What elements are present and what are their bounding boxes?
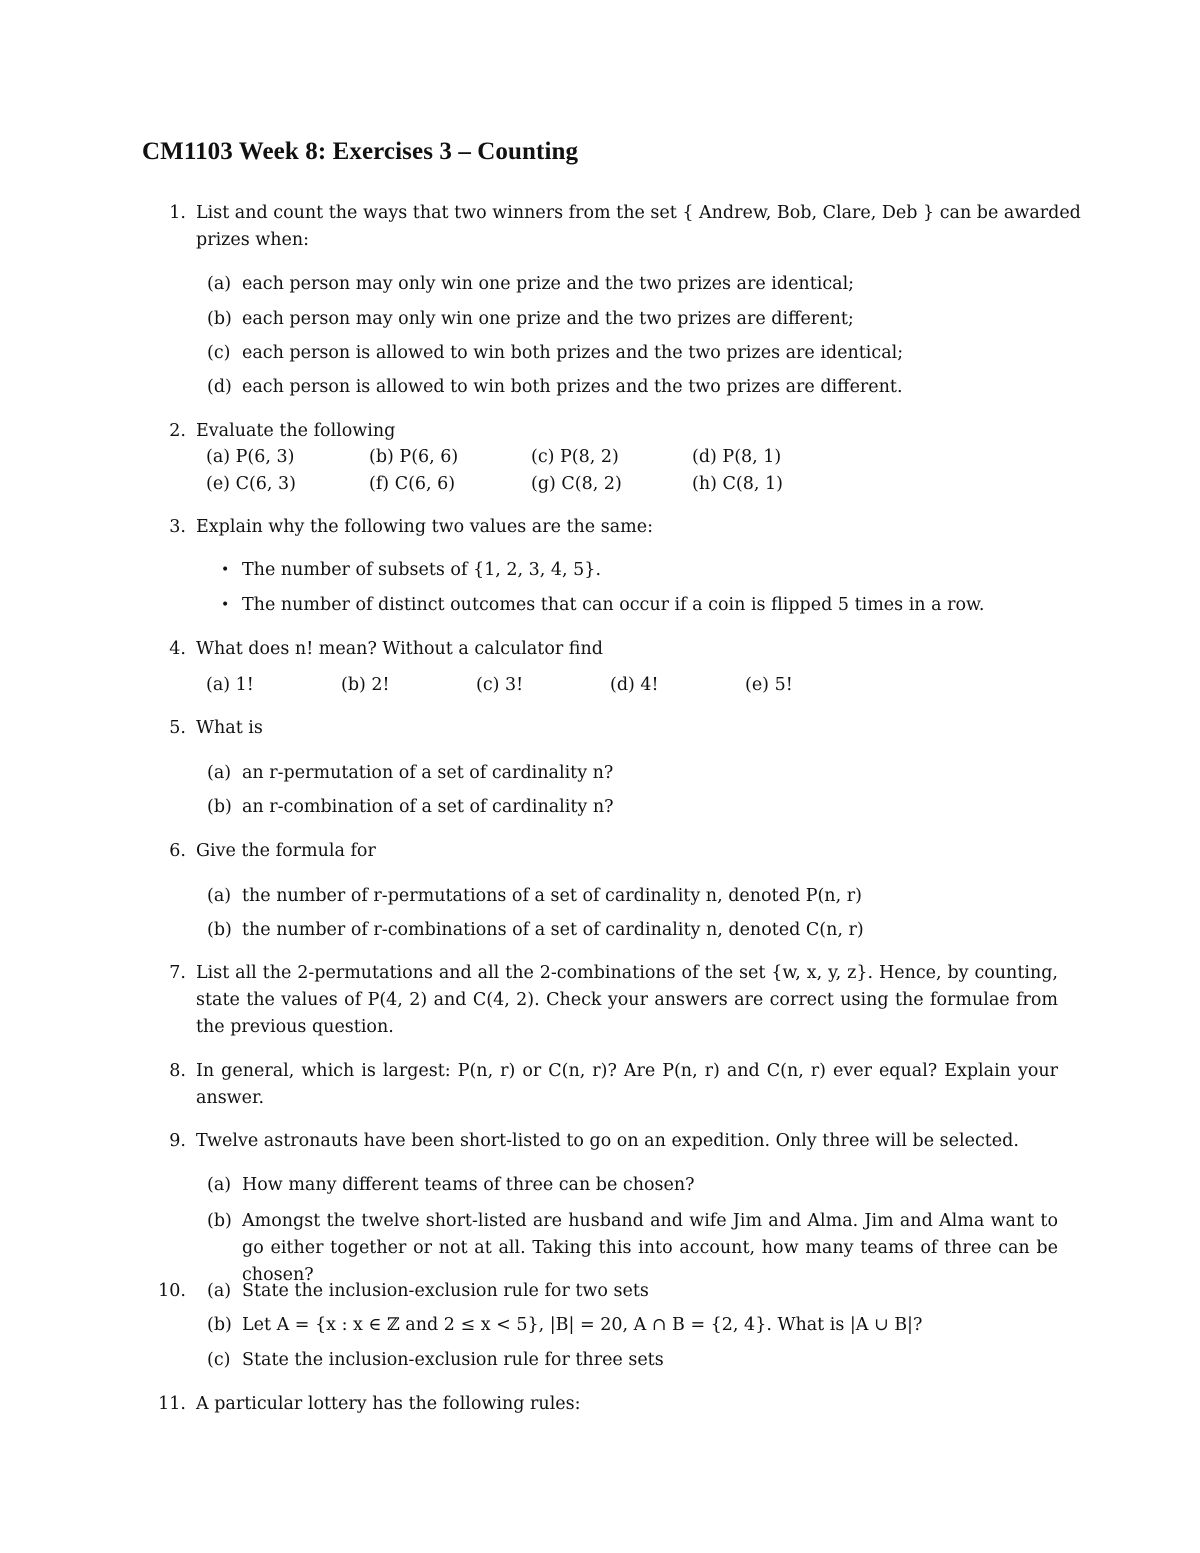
question-number: 7. <box>169 963 186 983</box>
grid-cell: (g) C(8, 2) <box>531 474 622 494</box>
question-number: 10. <box>158 1281 186 1301</box>
part-label: (b) <box>207 1211 232 1231</box>
grid-cell: (c) P(8, 2) <box>531 447 619 467</box>
page-title: CM1103 Week 8: Exercises 3 – Counting <box>142 138 579 165</box>
part-text: each person may only win one prize and the two prizes are identical; <box>242 274 855 294</box>
question-text: Twelve astronauts have been short-listed to go on an expedition. Only three will be selected. <box>196 1131 1019 1151</box>
grid-cell: (e) C(6, 3) <box>206 474 297 494</box>
part-label: (a) <box>207 1175 232 1195</box>
bullet-text: The number of subsets of {1, 2, 3, 4, 5}. <box>242 560 602 580</box>
part-text: each person is allowed to win both prizes and the two prizes are different. <box>242 377 903 397</box>
part-text: the number of r-combinations of a set of cardinality n, denoted C(n, r) <box>242 920 864 940</box>
part-text: an r-combination of a set of cardinality n? <box>242 797 614 817</box>
part-text: How many different teams of three can be chosen? <box>242 1175 695 1195</box>
part-text: State the inclusion-exclusion rule for two sets <box>242 1281 649 1301</box>
question-number: 6. <box>169 841 186 861</box>
part-text: Let A = {x : x ∈ ℤ and 2 ≤ x < 5}, |B| = 20, A ∩ B = {2, 4}. What is |A ∪ B|? <box>242 1315 923 1335</box>
part-text: each person is allowed to win both prizes and the two prizes are identical; <box>242 343 904 363</box>
part-text: each person may only win one prize and the two prizes are different; <box>242 309 854 329</box>
bullet-text: The number of distinct outcomes that can occur if a coin is flipped 5 times in a row. <box>242 595 985 615</box>
question-text: What does n! mean? Without a calculator find <box>196 639 603 659</box>
grid-cell: (d) P(8, 1) <box>692 447 782 467</box>
row-cell: (a) 1! <box>206 675 254 695</box>
row-cell: (b) 2! <box>341 675 390 695</box>
row-cell: (d) 4! <box>610 675 659 695</box>
part-label: (a) <box>207 886 232 906</box>
row-cell: (c) 3! <box>476 675 524 695</box>
question-number: 3. <box>169 517 186 537</box>
bullet-icon: • <box>221 562 230 578</box>
part-label: (a) <box>207 763 232 783</box>
part-label: (a) <box>207 1281 232 1301</box>
question-text: A particular lottery has the following rules: <box>196 1394 581 1414</box>
question-text: In general, which is largest: P(n, r) or C(n, r)? Are P(n, r) and C(n, r) ever equal? Explain your answer. <box>196 1061 1058 1108</box>
part-label: (b) <box>207 309 232 329</box>
question-text: List all the 2-permutations and all the 2-combinations of the set {w, x, y, z}. Hence, by counting, state the values of P(4, 2) and C(4, 2). Check your answers are correct using the formulae from the previous question. <box>196 963 1058 1037</box>
question-text: Give the formula for <box>196 841 376 861</box>
question-number: 8. <box>169 1061 186 1081</box>
question-text: List and count the ways that two winners from the set { Andrew, Bob, Clare, Deb } can be awarded <box>196 203 1081 223</box>
grid-cell: (h) C(8, 1) <box>692 474 783 494</box>
part-label: (d) <box>207 377 232 397</box>
part-text: State the inclusion-exclusion rule for three sets <box>242 1350 664 1370</box>
question-text: prizes when: <box>196 230 310 250</box>
question-number: 5. <box>169 718 186 738</box>
question-number: 11. <box>158 1394 186 1414</box>
row-cell: (e) 5! <box>745 675 793 695</box>
part-label: (c) <box>207 1350 231 1370</box>
part-label: (b) <box>207 920 232 940</box>
bullet-icon: • <box>221 597 230 613</box>
grid-cell: (a) P(6, 3) <box>206 447 295 467</box>
question-number: 4. <box>169 639 186 659</box>
part-label: (c) <box>207 343 231 363</box>
part-label: (b) <box>207 797 232 817</box>
part-text: an r-permutation of a set of cardinality n? <box>242 763 614 783</box>
part-text: the number of r-permutations of a set of cardinality n, denoted P(n, r) <box>242 886 862 906</box>
part-label: (a) <box>207 274 232 294</box>
question-number: 9. <box>169 1131 186 1151</box>
question-text: What is <box>196 718 263 738</box>
part-text: Amongst the twelve short-listed are husband and wife Jim and Alma. Jim and Alma want to go either together or not at all. Taking this into account, how many teams of three can be chosen? <box>242 1211 1058 1285</box>
question-number: 1. <box>169 203 186 223</box>
grid-cell: (b) P(6, 6) <box>369 447 459 467</box>
question-text: Explain why the following two values are the same: <box>196 517 653 537</box>
question-number: 2. <box>169 421 186 441</box>
question-text: Evaluate the following <box>196 421 396 441</box>
grid-cell: (f) C(6, 6) <box>369 474 456 494</box>
part-label: (b) <box>207 1315 232 1335</box>
